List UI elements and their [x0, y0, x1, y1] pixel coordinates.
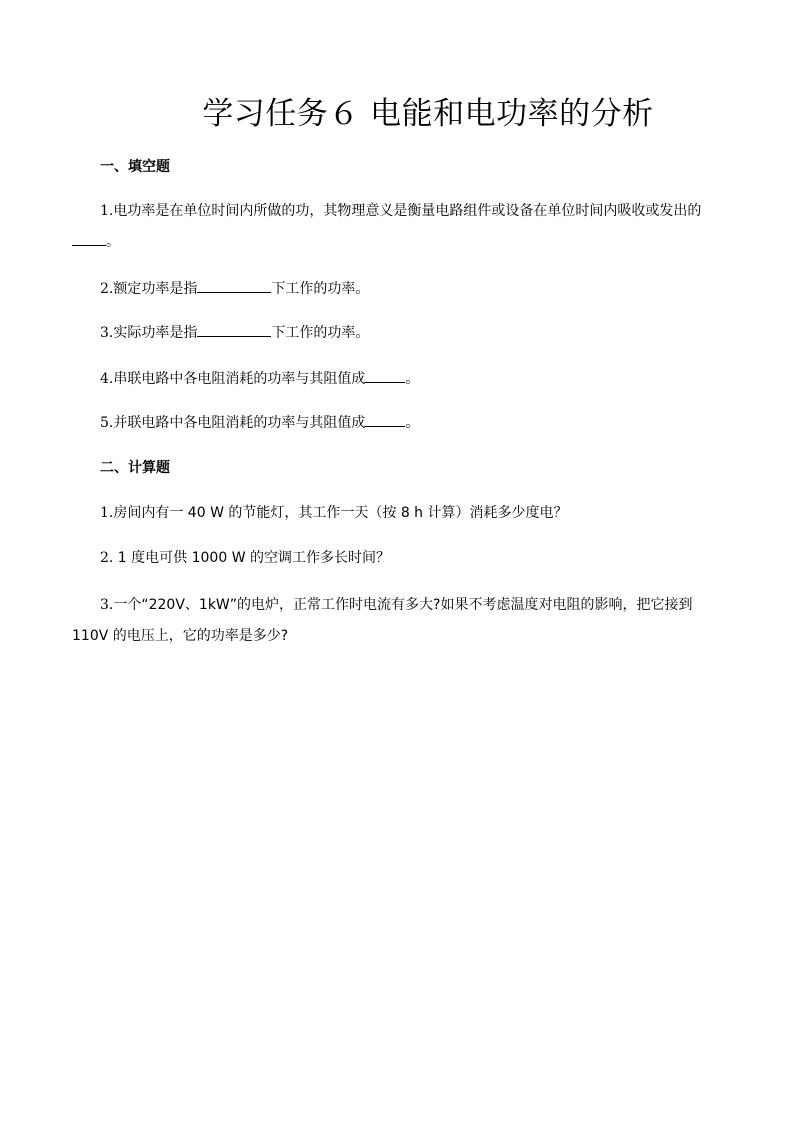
question-text: 房间内有一 40 W 的节能灯，其工作一天（按 8 h 计算）消耗多少度电？ — [113, 505, 568, 521]
question-number: 3. — [100, 597, 114, 613]
page-title: 学习任务６ 电能和电功率的分析 — [202, 96, 654, 132]
section-heading-calculation: 二、计算题 — [100, 460, 170, 476]
question-text: 额定功率是指 — [113, 281, 198, 297]
question-text: 1 度电可供 1000 W 的空调工作多长时间？ — [113, 550, 390, 566]
answer-blank — [197, 322, 271, 337]
section-heading-fill-blank: 一、填空题 — [100, 159, 170, 175]
question-number: 2. — [100, 281, 114, 297]
question-text: 并联电路中各电阻消耗的功率与其阻值成 — [113, 415, 366, 431]
question-text: 电功率是在单位时间内所做的功，其物理意义是衡量电路组件或设备在单位时间内吸收或发出的 — [113, 203, 702, 219]
question-number: 3. — [100, 325, 114, 341]
question-number: 5. — [100, 415, 114, 431]
answer-blank — [197, 278, 271, 293]
question-text: 实际功率是指 — [113, 325, 198, 341]
calculation-question-2 — [72, 543, 724, 574]
fill-blank-question-3 — [72, 318, 724, 349]
answer-blank — [365, 368, 405, 383]
question-text-end: 。 — [106, 234, 120, 250]
question-text-end: 下工作的功率。 — [271, 325, 370, 341]
question-text-end: 下工作的功率。 — [271, 281, 370, 297]
answer-blank — [72, 231, 106, 246]
answer-blank — [365, 412, 405, 427]
question-number: 1. — [100, 203, 114, 219]
calculation-question-3 — [72, 590, 724, 652]
fill-blank-question-1 — [72, 196, 724, 258]
question-number: 2. — [100, 550, 114, 566]
question-number: 4. — [100, 371, 114, 387]
question-text-end: 。 — [405, 371, 420, 387]
question-text: 串联电路中各电阻消耗的功率与其阻值成 — [113, 371, 366, 387]
fill-blank-question-2 — [72, 274, 724, 305]
question-text: 一个“220V、1kW”的电炉，正常工作时电流有多大?如果不考虑温度对电阻的影响，把它接到 110V 的电压上，它的功率是多少? — [72, 597, 693, 644]
fill-blank-question-5 — [72, 408, 724, 439]
question-text-end: 。 — [405, 415, 420, 431]
calculation-question-1 — [72, 498, 724, 529]
fill-blank-question-4 — [72, 364, 724, 395]
question-number: 1. — [100, 505, 114, 521]
